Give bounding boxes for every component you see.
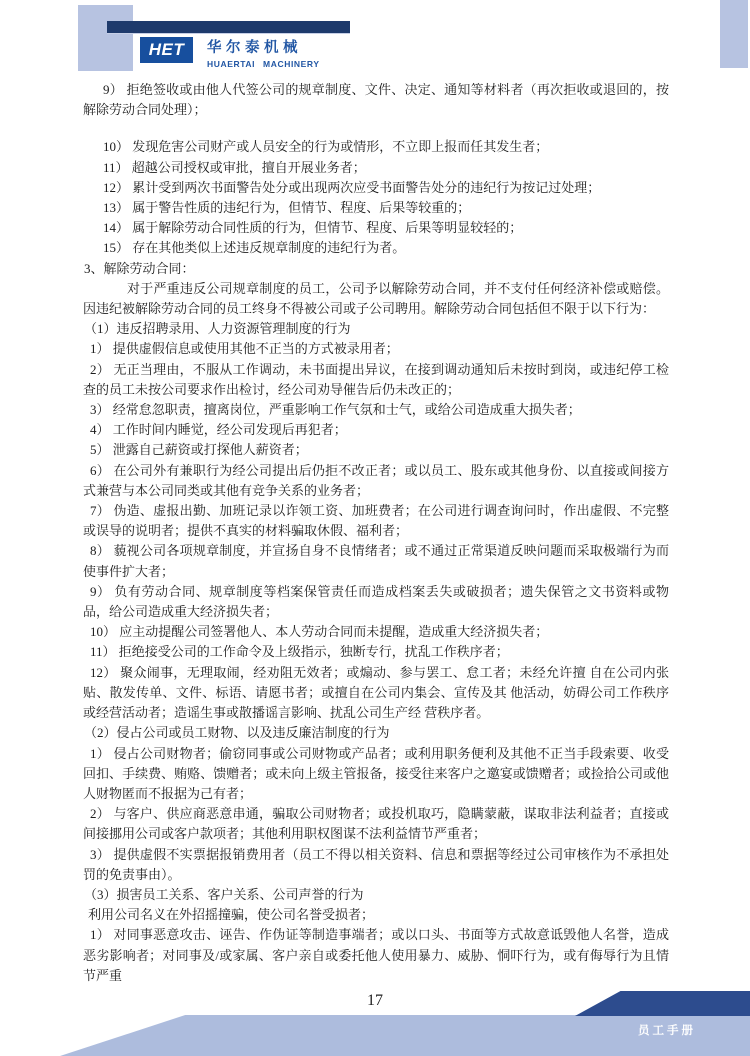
- company-logo: [140, 37, 193, 63]
- paragraph: 11） 超越公司授权或审批，擅自开展业务者；: [103, 159, 366, 175]
- paragraph: 13） 属于警告性质的违纪行为，但情节、程度、后果等较重的；: [103, 200, 471, 216]
- paragraph: 3、解除劳动合同：: [84, 260, 195, 276]
- company-name-en: HUAERTAI MACHINERY: [207, 59, 320, 69]
- header-accent-square: [78, 5, 133, 71]
- paragraph: 15） 存在其他类似上述违反规章制度的违纪行为者。: [103, 240, 406, 256]
- top-right-accent-block: [720, 0, 748, 68]
- header-divider-bar: [107, 21, 350, 34]
- paragraph: 1） 提供虚假信息或使用其他不正当的方式被录用者；: [90, 341, 399, 357]
- paragraph: 8） 藐视公司各项规章制度，并宣扬自身不良情绪者；或不通过正常渠道反映问题而采取极端行为而使事件扩大者；: [83, 543, 669, 579]
- document-body: [83, 80, 669, 986]
- company-name-cn: 华尔泰机械: [207, 40, 302, 56]
- page-number: 17: [367, 992, 383, 1009]
- paragraph: 3） 提供虚假不实票据报销费用者（员工不得以相关资料、信息和票据等经过公司审核作为不承担处罚的免责事由）。: [83, 846, 669, 882]
- paragraph: 2） 与客户、供应商恶意串通，骗取公司财物者；或投机取巧，隐瞒蒙蔽，谋取非法利益者；直接或间接挪用公司或客户款项者；其他利用职权图谋不法利益情节严重者；: [83, 806, 669, 842]
- paragraph: （2）侵占公司或员工财物、以及违反廉洁制度的行为: [84, 725, 390, 741]
- paragraph: 1） 对同事恶意攻击、诬告、作伪证等制造事端者；或以口头、书面等方式故意诋毁他人名誉，造成恶劣影响者；对同事及/或家属、客户亲自或委托他人使用暴力、威胁、恫吓行为，或有侮辱行为且情节严重: [83, 927, 669, 983]
- paragraph-spacer: [83, 120, 669, 137]
- paragraph: 11） 拒绝接受公司的工作命令及上级指示，独断专行，扰乱工作秩序者；: [90, 644, 509, 660]
- paragraph: 10） 应主动提醒公司签署他人、本人劳动合同而未提醒，造成重大经济损失者；: [90, 624, 549, 640]
- paragraph: 14） 属于解除劳动合同性质的行为，但情节、程度、后果等明显较轻的；: [103, 220, 523, 236]
- paragraph: 9） 拒绝签收或由他人代签公司的规章制度、文件、决定、通知等材料者（再次拒收或退回的，按解除劳动合同处理）；: [83, 82, 669, 118]
- paragraph: 10） 发现危害公司财产或人员安全的行为或情形，不立即上报而任其发生者；: [103, 139, 549, 155]
- paragraph: （3）损害员工关系、客户关系、公司声誉的行为: [84, 886, 364, 902]
- handbook-label: 员工手册: [638, 1025, 696, 1037]
- paragraph: 7） 伪造、虚报出勤、加班记录以诈领工资、加班费者；在公司进行调查询问时，作出虚假、不完整或误导的说明者；提供不真实的材料骗取休假、福利者；: [83, 503, 669, 539]
- paragraph: 12） 累计受到两次书面警告处分或出现两次应受书面警告处分的违纪行为按记过处理；: [103, 179, 601, 195]
- paragraph: （1）违反招聘录用、人力资源管理制度的行为: [84, 321, 351, 337]
- paragraph: 1） 侵占公司财物者；偷窃同事或公司财物或产品者；或利用职务便利及其他不正当手段索要、收受回扣、手续费、贿赂、馈赠者；或未向上级主管报备，接受往来客户之邀宴或馈赠者；或捡拾公司或他人财物匿而不报据为己有者；: [83, 745, 669, 801]
- paragraph: 2） 无正当理由，不服从工作调动，未书面提出异议，在接到调动通知后未按时到岗，或违纪停工检查的员工未按公司要求作出检讨，经公司劝导催告后仍未改正的；: [83, 361, 669, 397]
- paragraph: 3） 经常怠忽职责，擅离岗位，严重影响工作气氛和士气，或给公司造成重大损失者；: [90, 402, 581, 418]
- paragraph: 4） 工作时间内睡觉，经公司发现后再犯者；: [90, 422, 347, 438]
- paragraph: 利用公司名义在外招摇撞骗，使公司名誉受损者；: [88, 907, 375, 923]
- paragraph: 5） 泄露自己薪资或打探他人薪资者；: [90, 442, 308, 458]
- logo-monogram: HET: [148, 40, 185, 59]
- paragraph: 6） 在公司外有兼职行为经公司提出后仍拒不改正者；或以员工、股东或其他身份、以直接或间接方式兼营与本公司同类或其他有竞争关系的业务者；: [83, 462, 669, 498]
- brand-block: [207, 36, 320, 69]
- paragraph: 12） 聚众闹事，无理取闹，经劝阻无效者；或煽动、参与罢工、怠工者；未经允许擅 自在公司内张贴、散发传单、文件、标语、请愿书者；或擅自在公司内集会、宣传及其 他活动，妨碍公司工作秩序或经营活动者；造谣生事或散播谣言影响、扰乱公司生产经 营秩序者。: [83, 664, 669, 721]
- paragraph: 对于严重违反公司规章制度的员工，公司予以解除劳动合同，并不支付任何经济补偿或赔偿。因违纪被解除劳动合同的员工终身不得被公司或子公司聘用。解除劳动合同包括但不限于以下行为：: [83, 280, 669, 317]
- paragraph: 9） 负有劳动合同、规章制度等档案保管责任而造成档案丢失或破损者；遗失保管之文书资料或物品，给公司造成重大经济损失者；: [83, 583, 669, 620]
